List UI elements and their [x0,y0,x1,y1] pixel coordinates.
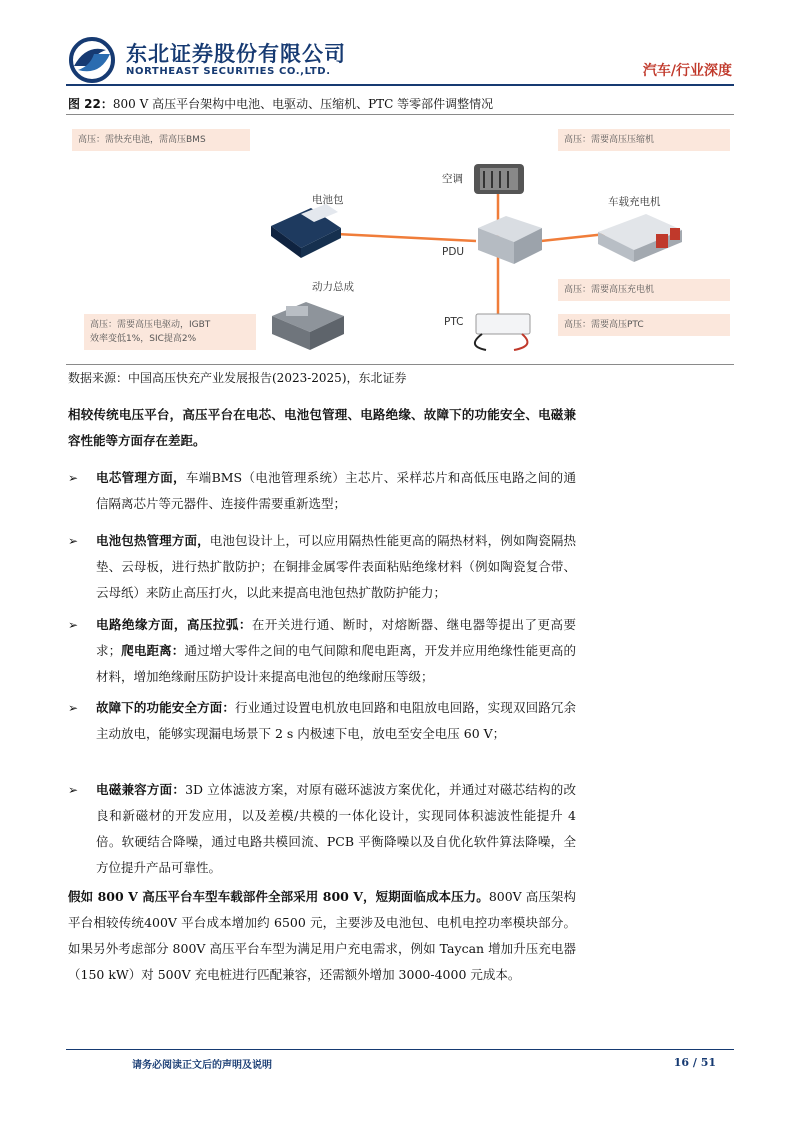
bullet-body: 车端BMS（电池管理系统）主芯片、采样芯片和高低压电路之间的通信隔离芯片等元器件、连接件需要重新选型； [96,470,576,511]
closing-paragraph [68,884,576,988]
label-battery: 电池包 [312,194,344,206]
air-conditioner-icon [474,164,524,194]
pdu-icon [478,216,542,264]
bullet-body: 电池包设计上，可以应用隔热性能更高的隔热材料，例如陶瓷隔热垫、云母板，进行热扩散防护；在铜排金属零件表面粘贴绝缘材料（例如陶瓷复合带、云母纸）来防止高压打火，以此来提高电池包热扩散防护能力； [96,533,576,600]
bullet-item [68,528,576,606]
bullet-text [96,612,576,690]
bullet-body: 行业通过设置电机放电回路和电阻放电回路，实现双回路冗余主动放电，能够实现漏电场景下 2 s 内极速下电，放电至安全电压 60 V； [96,700,576,741]
page-number: 16 / 51 [673,1056,716,1069]
figure-source: 数据来源：中国高压快充产业发展报告(2023-2025)，东北证券 [68,371,407,385]
label-charger: 车载充电机 [608,196,661,208]
label-motor: 动力总成 [312,281,354,293]
note-motor: 高压：需要高压电驱动，IGBT 效率变低1%，SIC提高2% [84,314,256,350]
bullet-lead: 电芯管理方面， [96,470,186,485]
bullet-text [96,465,576,517]
bullet-body: 在开关进行通、断时，对熔断器、继电器等提出了更高要求； [96,617,576,658]
bullet-arrow-icon: ➢ [68,471,79,485]
label-ac: 空调 [442,173,463,185]
closing-text: 800V 高压架构平台相较传统400V 平台成本增加约 6500 元，主要涉及电池包、电机电控功率模块部分。如果另外考虑部分 800V 高压平台车型为满足用户充电需求，例如 Taycan 增加升压充电器（150 kW）对 500V 充电桩进行匹配兼容，还需额外增加 3000-4000 元成本。 [68,889,576,982]
label-ptc: PTC [444,316,464,328]
company-name-en: NORTHEAST SECURITIES CO.,LTD. [126,66,331,77]
label-pdu: PDU [442,246,465,258]
figure-bottom-rule [66,364,734,365]
bullet-arrow-icon: ➢ [68,701,79,715]
bullet-arrow-icon: ➢ [68,783,79,797]
architecture-diagram [66,116,734,362]
figure-label: 图 22： [68,97,113,111]
bullet-item [68,465,576,517]
footer-divider [66,1049,734,1050]
figure-title [68,95,493,112]
bullet-text [96,528,576,606]
note-ptc: 高压：需要高压PTC [558,314,730,336]
powertrain-icon [272,302,344,350]
header-divider [66,84,734,86]
note-charger: 高压：需要高压充电机 [558,279,730,301]
note-compressor: 高压：需要高压压缩机 [558,129,730,151]
bullet-lead: 电路绝缘方面，高压拉弧： [96,617,252,632]
ptc-icon [475,314,530,350]
charger-icon [598,214,682,262]
bullet-body-secondary: 通过增大零件之间的电气间隙和爬电距离，开发并应用绝缘性能更高的材料，增加绝缘耐压防护设计来提高电池包的绝缘耐压等级； [96,643,576,684]
company-logo-icon [66,36,118,84]
closing-lead: 假如 800 V 高压平台车型车载部件全部采用 800 V，短期面临成本压力。 [68,889,489,904]
report-category: 汽车/行业深度 [642,63,732,79]
bullet-text [96,777,576,881]
bullet-text [96,695,576,747]
footer-disclaimer: 请务必阅读正文后的声明及说明 [132,1060,272,1071]
intro-text: 相较传统电压平台，高压平台在电芯、电池包管理、电路绝缘、故障下的功能安全、电磁兼容性能等方面存在差距。 [68,407,576,448]
bullet-item [68,777,576,881]
battery-pack-icon [271,204,341,258]
figure-title-text: 800 V 高压平台架构中电池、电驱动、压缩机、PTC 等零部件调整情况 [112,97,494,111]
note-battery: 高压：需快充电池，需高压BMS [72,129,250,151]
bullet-lead: 电池包热管理方面， [96,533,210,548]
bullet-lead: 电磁兼容方面： [96,782,186,797]
bullet-item [68,612,576,690]
bullet-arrow-icon: ➢ [68,618,79,632]
bullet-arrow-icon: ➢ [68,534,79,548]
bullet-lead-secondary: 爬电距离： [121,643,185,658]
line-battery-pdu [336,234,476,241]
figure-top-rule [66,114,734,115]
bullet-item [68,695,576,747]
intro-paragraph [68,402,576,454]
bullet-lead: 故障下的功能安全方面： [96,700,235,715]
bullet-body: 3D 立体滤波方案，对原有磁环滤波方案优化，并通过对磁芯结构的改良和新磁材的开发应用，以及差模/共模的一体化设计，实现同体积滤波性能提升 4 倍。软硬结合降噪，通过电路共模回流、PCB 平衡降噪以及自优化软件算法降噪，全方位提升产品可靠性。 [96,782,576,875]
company-name-cn: 东北证券股份有限公司 [126,42,346,66]
line-pdu-charger [541,234,606,241]
